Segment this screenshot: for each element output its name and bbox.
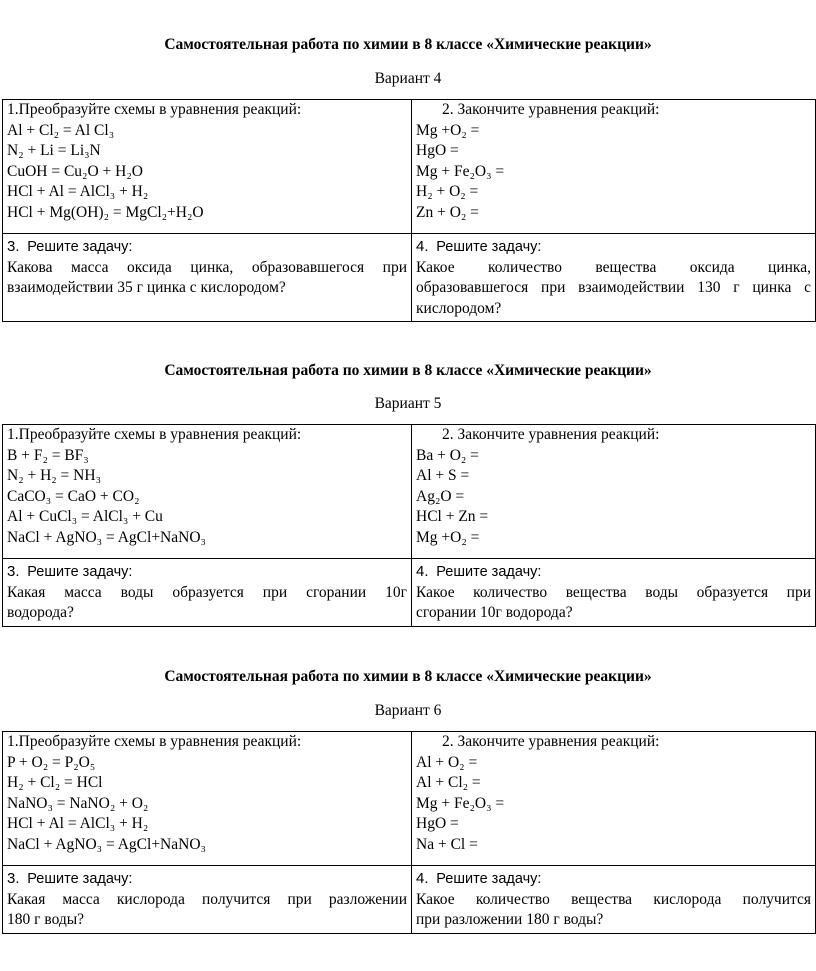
- task3-cell-v6: [3, 866, 412, 934]
- task-text: 180 г воды?: [7, 911, 85, 928]
- equation: Zn + O₂ =: [416, 203, 479, 221]
- equation: N₂ + H₂ = NH₃: [7, 467, 101, 484]
- task2-cell-v4: [412, 100, 816, 234]
- task3-cell-v5: [3, 559, 412, 627]
- task-text: при разложении 180 г воды?: [416, 911, 604, 928]
- worksheet-title-v6: Самостоятельная работа по химии в 8 классе «Химические реакции»: [164, 668, 652, 685]
- task2-heading: 2. Закончите уравнения реакций:: [442, 426, 660, 443]
- equation: HCl + Zn =: [416, 508, 489, 525]
- task-text: взаимодействии 35 г цинка с кислородом?: [7, 279, 286, 296]
- task-text: Какое количество вещества воды образуется при: [416, 583, 811, 601]
- task-text: Какая масса кислорода получится при разложении: [7, 890, 407, 908]
- equation: HgO =: [416, 815, 459, 832]
- task1-heading: 1.Преобразуйте схемы в уравнения реакций:: [7, 733, 302, 750]
- equation: P + O₂ = P₂O₅: [7, 753, 96, 771]
- equation: HgO =: [416, 142, 459, 159]
- tasks-table-v6: [2, 731, 816, 934]
- equation: Ag₂O =: [416, 487, 465, 505]
- task3-heading: Решите задачу:: [27, 871, 133, 887]
- task3-heading: Решите задачу:: [27, 239, 133, 255]
- variant-label-v5: Вариант 5: [374, 395, 442, 412]
- equation: Al + Cl₂ = Al Cl₃: [7, 121, 115, 139]
- equation: Al + S =: [416, 467, 470, 484]
- worksheet-title-v4: Самостоятельная работа по химии в 8 классе «Химические реакции»: [164, 36, 652, 53]
- task4-cell-v4: [412, 234, 816, 322]
- worksheet-title-v5: Самостоятельная работа по химии в 8 классе «Химические реакции»: [164, 362, 652, 379]
- task-text: образовавшегося при взаимодействии 130 г цинка с: [416, 279, 811, 296]
- equation: H₂ + Cl₂ = HCl: [7, 774, 103, 791]
- task-number: 4.: [416, 563, 429, 580]
- equation: NaCl + AgNO₃ = AgCl+NaNO₃: [7, 528, 206, 546]
- task-text: Какое количество вещества кислорода получится: [416, 890, 811, 908]
- task-number: 3.: [7, 238, 20, 255]
- tasks-table-v4: [2, 99, 816, 322]
- variant-label-v6: Вариант 6: [374, 702, 442, 719]
- equation: Al + CuCl₃ = AlCl₃ + Cu: [7, 508, 163, 525]
- tasks-table-v5: [2, 424, 816, 627]
- equation: Mg + Fe₂O₃ =: [416, 162, 505, 180]
- task-number: 4.: [416, 238, 429, 255]
- task-text: Какое количество вещества оксида цинка,: [416, 258, 811, 276]
- task4-cell-v6: [412, 866, 816, 934]
- task4-heading: Решите задачу:: [436, 239, 542, 255]
- equation: Al + O₂ =: [416, 753, 478, 771]
- task-text: кислородом?: [416, 299, 502, 317]
- equation: HCl + Mg(OH)₂ = MgCl₂+H₂O: [7, 203, 204, 221]
- equation: NaCl + AgNO₃ = AgCl+NaNO₃: [7, 835, 206, 853]
- equation: N₂ + Li = Li₃N: [7, 142, 101, 159]
- task3-heading: Решите задачу:: [27, 564, 133, 580]
- task4-heading: Решите задачу:: [436, 564, 542, 580]
- task1-cell-v5: [3, 425, 412, 559]
- task-text: водорода?: [7, 604, 74, 621]
- task3-cell-v4: [3, 234, 412, 322]
- task2-heading: 2. Закончите уравнения реакций:: [442, 101, 660, 118]
- task4-heading: Решите задачу:: [436, 871, 542, 887]
- equation: H₂ + O₂ =: [416, 183, 479, 200]
- task-text: Какова масса оксида цинка, образовавшегося при: [7, 258, 407, 276]
- equation: NaNO₃ = NaNO₂ + O₂: [7, 794, 149, 812]
- task-text: Какая масса воды образуется при сгорании 10г: [7, 583, 407, 601]
- equation: Ba + O₂ =: [416, 446, 479, 464]
- task1-cell-v6: [3, 732, 412, 866]
- variant-label-v4: Вариант 4: [374, 70, 442, 87]
- equation: Al + Cl₂ =: [416, 774, 481, 791]
- equation: Mg +O₂ =: [416, 121, 480, 139]
- task-text: сгорании 10г водорода?: [416, 604, 573, 621]
- equation: HCl + Al = AlCl₃ + H₂: [7, 183, 149, 200]
- equation: Na + Cl =: [416, 835, 478, 853]
- equation: B + F₂ = BF₃: [7, 446, 89, 464]
- equation: Mg + Fe₂O₃ =: [416, 794, 505, 812]
- task2-heading: 2. Закончите уравнения реакций:: [442, 733, 660, 750]
- equation: CuOH = Cu₂O + H₂O: [7, 162, 143, 180]
- task-number: 3.: [7, 563, 20, 580]
- task-number: 3.: [7, 870, 20, 887]
- task2-cell-v6: [412, 732, 816, 866]
- equation: CaCO₃ = CaO + CO₂: [7, 487, 140, 505]
- task1-heading: 1.Преобразуйте схемы в уравнения реакций:: [7, 101, 302, 118]
- task4-cell-v5: [412, 559, 816, 627]
- task1-cell-v4: [3, 100, 412, 234]
- equation: Mg +O₂ =: [416, 528, 480, 546]
- task-number: 4.: [416, 870, 429, 887]
- equation: HCl + Al = AlCl₃ + H₂: [7, 815, 149, 832]
- task1-heading: 1.Преобразуйте схемы в уравнения реакций:: [7, 426, 302, 443]
- task2-cell-v5: [412, 425, 816, 559]
